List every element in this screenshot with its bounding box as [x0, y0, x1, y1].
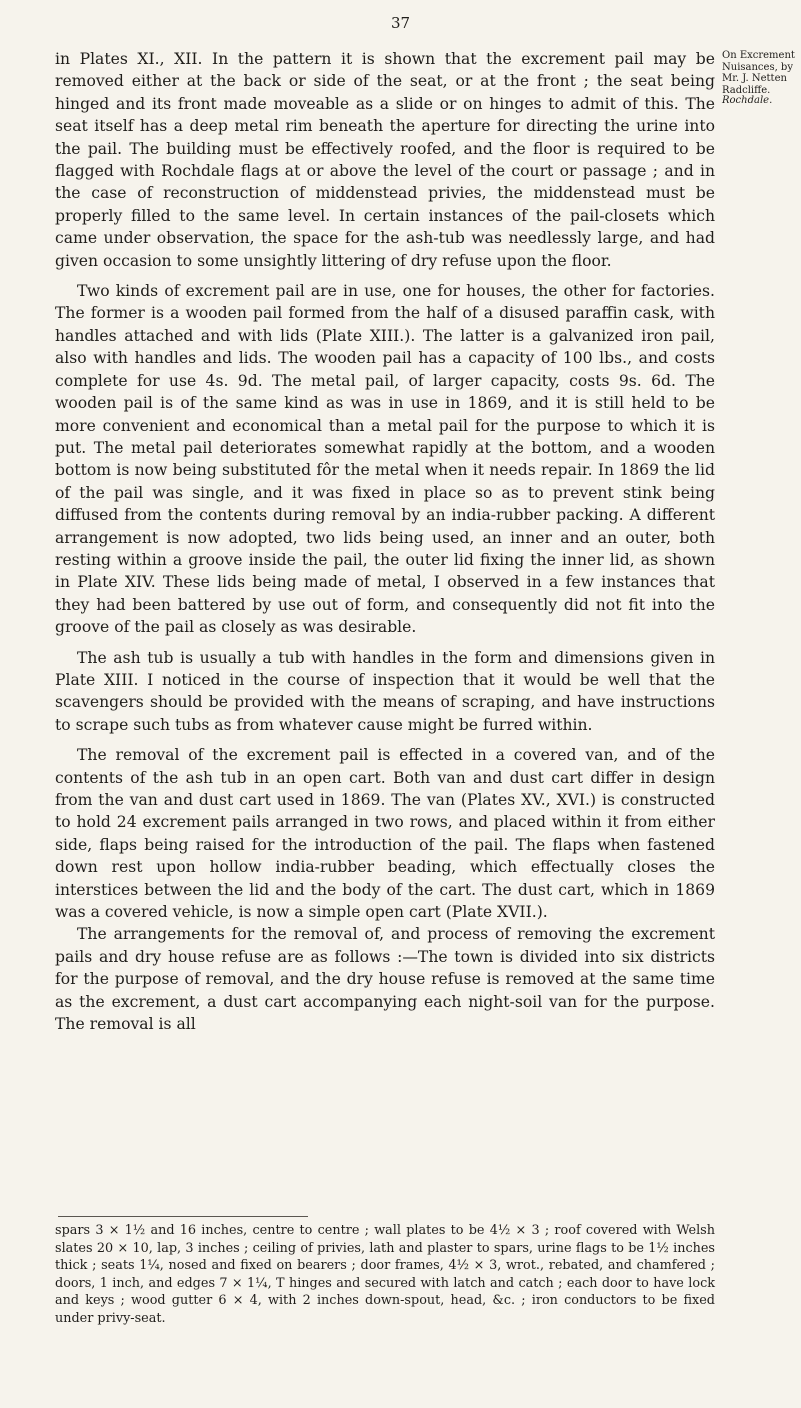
- page-number: 37: [390, 14, 411, 32]
- footnote: [55, 1222, 715, 1328]
- margin-note-place: Rochdale.: [722, 95, 773, 106]
- paragraph-seat-and-floor: in Plates XI., XII. In the pattern it is shown that the excrement pail may be removed either at the back or side of the seat, or at the front ; the seat being hinged and its front made moveable as a slide or on hinges to admit of this. The seat itself has a deep metal rim beneath the aperture for directing the urine into the pail. The building must be effectively roofed, and the floor is required to be flagged with Rochdale flags at or above the level of the court or passage ; and in the case of reconstruction of middenstead privies, the middenstead must be properly filled to the same level. In certain instances of the pail-closets which came under observation, the space for the ash-tub was needlessly large, and had given occasion to some unsightly littering of dry refuse upon the floor.: [55, 50, 715, 270]
- paragraph-excrement-pails: Two kinds of excrement pail are in use, one for houses, the other for factories. The former is a wooden pail formed from the half of a disused paraffin cask, with handles attached and with lids (Plate XIII.). The latter is a galvanized iron pail, also with handles and lids. The wooden pail has a capacity of 100 lbs., and costs complete for use 4s. 9d. The metal pail, of larger capacity, costs 9s. 6d. The wooden pail is of the same kind as was in use in 1869, and it is still held to be more convenient and economical than a metal pail for the purpose to which it is put. The metal pail deteriorates somewhat rapidly at the bottom, and a wooden bottom is now being substituted fôr the metal when it needs repair. In 1869 the lid of the pail was single, and it was fixed in place so as to prevent stink being diffused from the contents during removal by an india-rubber packing. A different arrangement is now adopted, two lids being used, an inner and an outer, both resting within a groove inside the pail, the outer lid fixing the inner lid, as shown in Plate XIV. These lids being made of metal, I observed in a few instances that they had been battered by use out of form, and consequently did not fit into the groove of the pail as closely as was desirable.: [55, 282, 715, 637]
- footnote-divider: [58, 1216, 308, 1217]
- body-text: [55, 48, 715, 1035]
- paragraph-ash-tub: The ash tub is usually a tub with handles in the form and dimensions given in Plate XIII. I noticed in the course of inspection that it would be well that the scavengers should be provided with the means of scraping, and have instructions to scrape such tubs as from whatever cause might be furred within.: [55, 648, 715, 734]
- paragraph-removal-arrangements: The arrangements for the removal of, and process of removing the excrement pails and dry house refuse are as follows :—The town is divided into six districts for the purpose of removal, and the dry house refuse is removed at the same time as the excrement, a dust cart accompanying each night-soil van for the purpose. The removal is all: [55, 925, 715, 1034]
- margin-note-title: On Excrement Nuisances, by Mr. J. Netten Radcliffe.: [722, 50, 795, 96]
- footnote-text: spars 3 × 1½ and 16 inches, centre to centre ; wall plates to be 4½ × 3 ; roof covered with Welsh slates 20 × 10, lap, 3 inches ; ceiling of privies, lath and plaster to spars, urine flags to be 1½ inches thick ; seats 1¼, nosed and fixed on bearers ; door frames, 4½ × 3, wrot., rebated, and chamfered ; doors, 1 inch, and edges 7 × 1¼, T hinges and secured with latch and catch ; each door to have lock and keys ; wood gutter 6 × 4, with 2 inches down-spout, head, &c. ; iron conductors to be fixed under privy-seat.: [55, 1223, 715, 1326]
- paragraph-removal-vehicles: The removal of the excrement pail is effected in a covered van, and of the contents of the ash tub in an open cart. Both van and dust cart differ in design from the van and dust cart used in 1869. The van (Plates XV., XVI.) is constructed to hold 24 excrement pails arranged in two rows, and placed within it from either side, flaps being raised for the introduction of the pail. The flaps when fastened down rest upon hollow india-rubber beading, which effectually closes the interstices between the lid and the body of the cart. The dust cart, which in 1869 was a covered vehicle, is now a simple open cart (Plate XVII.).: [55, 746, 715, 922]
